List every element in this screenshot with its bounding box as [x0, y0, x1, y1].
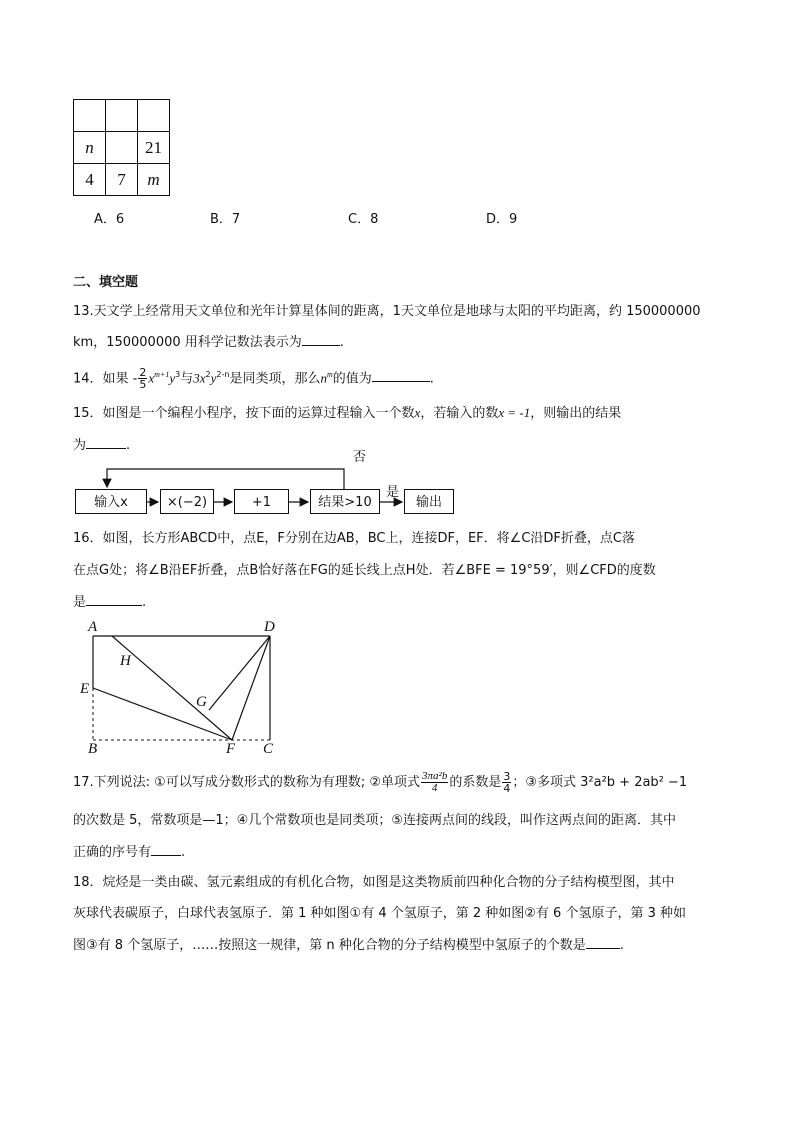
q17-line3: 正确的序号有 . — [73, 845, 186, 860]
flow-input-box: 输入x — [75, 489, 147, 514]
flow-output-box: 输出 — [404, 489, 454, 514]
point-label-f: F — [226, 741, 236, 757]
point-label-h: H — [120, 653, 131, 669]
point-label-a: A — [88, 619, 98, 635]
point-label-g: G — [196, 694, 207, 710]
answer-blank[interactable] — [586, 936, 620, 949]
q16-line3: 是 . — [73, 595, 147, 610]
q16-line2: 在点G处；将∠B沿EF折叠，点B恰好落在FG的延长线上点H处．若∠BFE = 19°59′，则∠CFD的度数 — [73, 563, 656, 578]
answer-blank[interactable] — [151, 843, 181, 856]
q17-line2: 的次数是 5，常数项是—1；④几个常数项也是同类项；⑤连接两点间的线段，叫作这两点间的距离．其中 — [73, 813, 676, 828]
q15-line1: 15．如图是一个编程小程序，按下面的运算过程输入一个数x，若输入的数x = -1，则输出的结果 — [73, 405, 622, 421]
section-title: 二、填空题 — [73, 275, 139, 290]
grid-cell: m — [138, 164, 170, 196]
q15-line2: 为 . — [73, 438, 131, 453]
point-label-d: D — [264, 619, 275, 635]
option-d[interactable]: D．9 — [486, 212, 518, 227]
grid-cell: 7 — [106, 164, 138, 196]
q18-line1: 18．烷烃是一类由碳、氢元素组成的有机化合物，如图是这类物质前四种化合物的分子结构模型图，其中 — [73, 875, 675, 890]
flow-yes-label: 是 — [386, 485, 400, 500]
q14-prefix: 14．如果 - — [73, 371, 138, 387]
fraction: $\frac{2}{5}$ — [139, 366, 147, 392]
q18-line2: 灰球代表碳原子，白球代表氢原子．第 1 种如图①有 4 个氢原子，第 2 种如图②有 6 个氢原子，第 3 种如 — [73, 906, 686, 921]
q13-line1: 13.天文学上经常用天文单位和光年计算星体间的距离，1天文单位是地球与太阳的平均距离，约 150000000 — [73, 304, 701, 319]
q17-line1: 17.下列说法: ①可以写成分数形式的数称为有理数; ②单项式 $\frac{\text{3πa²b}}{4}$ 的系数是 $\frac{3}{4}$ ；③多项式 3²a²b + 2ab² −1 — [73, 770, 688, 795]
flow-condition-box: 结果>10 — [310, 489, 380, 514]
fraction: $\frac{3}{4}$ — [503, 770, 511, 795]
flow-multiply-box: ×(−2) — [160, 489, 214, 514]
fraction: $\frac{\text{3πa²b}}{4}$ — [422, 770, 448, 794]
point-label-e: E — [80, 681, 90, 697]
point-label-b: B — [88, 741, 98, 757]
grid-cell: 21 — [138, 132, 170, 164]
q16-line1: 16．如图，长方形ABCD中，点E，F分别在边AB，BC上，连接DF，EF．将∠C沿DF折叠，点C落 — [73, 531, 635, 546]
q14-line: 14．如果 - $\frac{2}{5}$ $x^{m+1}y^3$与$3x^2y^{2-n}$是同类项，那么$n^m$的值为 . — [73, 366, 434, 392]
q13-text: km，150000000 用科学记数法表示为 — [73, 335, 302, 350]
option-a[interactable]: A．6 — [94, 212, 125, 227]
q18-line3: 图③有 8 个氢原子，……按照这一规律，第 n 种化合物的分子结构模型中氢原子的个数是 . — [73, 938, 624, 953]
q13-end: . — [339, 335, 344, 350]
option-c[interactable]: C．8 — [348, 212, 379, 227]
point-label-c: C — [263, 741, 274, 757]
flow-no-label: 否 — [353, 450, 367, 465]
grid-cell: 4 — [74, 164, 106, 196]
flow-add-box: +1 — [234, 489, 289, 514]
grid-cell: n — [74, 132, 106, 164]
option-b[interactable]: B．7 — [210, 212, 241, 227]
